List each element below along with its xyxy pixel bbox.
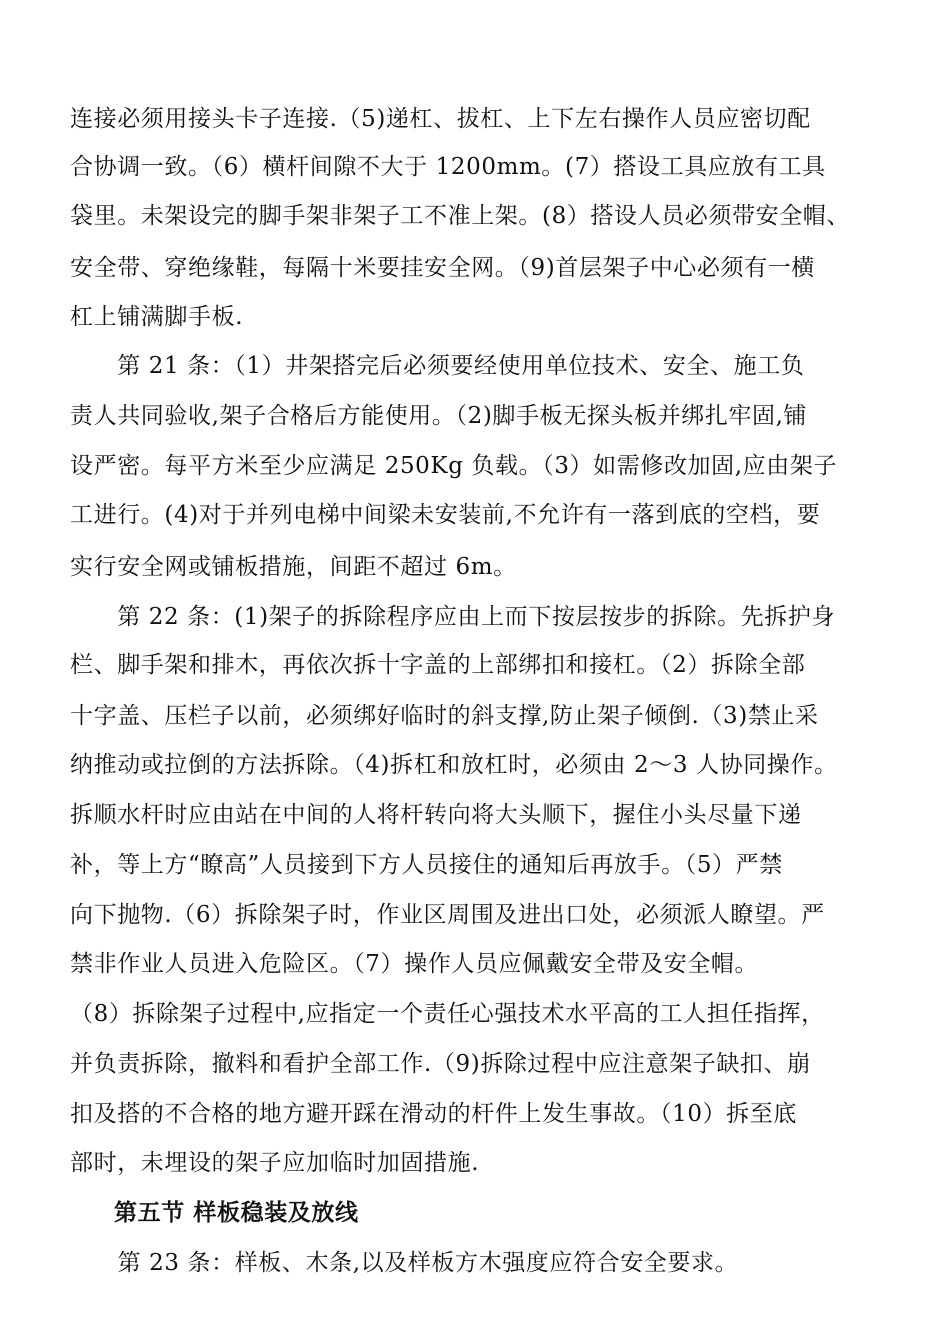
text-line: 部时，未埋设的架子应加临时加固措施. <box>70 1150 480 1176</box>
text-line: 第 23 条：样板、木条,以及样板方木强度应符合安全要求。 <box>94 1250 739 1276</box>
text-line: 工进行。(4)对于并列电梯中间梁未安装前,不允许有一落到底的空档，要 <box>70 502 821 528</box>
text-line: 拆顺水杆时应由站在中间的人将杆转向将大头顺下，握住小头尽量下递 <box>70 802 802 828</box>
text-line: 扣及搭的不合格的地方避开踩在滑动的杆件上发生事故。（10）拆至底 <box>70 1101 797 1127</box>
text-line: 第 22 条：(1)架子的拆除程序应由上而下按层按步的拆除。先拆护身 <box>70 604 836 630</box>
text-line: 纳推动或拉倒的方法拆除。（4)拆杠和放杠时，必须由 2～3 人协同操作。 <box>70 752 838 778</box>
text-line: 袋里。未架设完的脚手架非架子工不准上架。(8）搭设人员必须带安全帽、 <box>70 203 851 229</box>
text-line: 责人共同验收,架子合格后方能使用。（2)脚手板无探头板并绑扎牢固,铺 <box>70 403 808 429</box>
text-line: （8）拆除架子过程中,应指定一个责任心强技术水平高的工人担任指挥， <box>70 1001 825 1027</box>
text-line: 杠上铺满脚手板. <box>70 304 244 330</box>
text-line: 并负责拆除，撤料和看护全部工作.（9)拆除过程中应注意架子缺扣、崩 <box>70 1051 811 1077</box>
text-line: 十字盖、压栏子以前，必须绑好临时的斜支撑,防止架子倾倒.（3)禁止采 <box>70 703 819 729</box>
text-line: 第 21 条：（1）井架搭完后必须要经使用单位技术、安全、施工负 <box>70 353 805 379</box>
text-line: 安全带、穿绝缘鞋，每隔十米要挂安全网。（9)首层架子中心必须有一横 <box>70 255 815 281</box>
text-line: 向下抛物.（6）拆除架子时，作业区周围及进出口处，必须派人瞭望。严 <box>70 902 825 928</box>
text-line: 合协调一致。（6）横杆间隙不大于 1200mm。(7）搭设工具应放有工具 <box>70 154 826 180</box>
text-line: 栏、脚手架和排木，再依次拆十字盖的上部绑扣和接杠。（2）拆除全部 <box>70 652 806 678</box>
section-heading: 第五节 样板稳装及放线 <box>114 1199 359 1226</box>
text-line: 禁非作业人员进入危险区。（7）操作人员应佩戴安全带及安全帽。 <box>70 951 759 977</box>
text-line: 补，等上方“瞭高”人员接到下方人员接住的通知后再放手。（5）严禁 <box>70 852 783 878</box>
text-line: 连接必须用接头卡子连接.（5)递杠、拔杠、上下左右操作人员应密切配 <box>70 106 811 132</box>
text-line: 实行安全网或铺板措施，间距不超过 6m。 <box>70 554 517 580</box>
text-line: 设严密。每平方米至少应满足 250Kg 负载。（3）如需修改加固,应由架子 <box>70 453 838 479</box>
